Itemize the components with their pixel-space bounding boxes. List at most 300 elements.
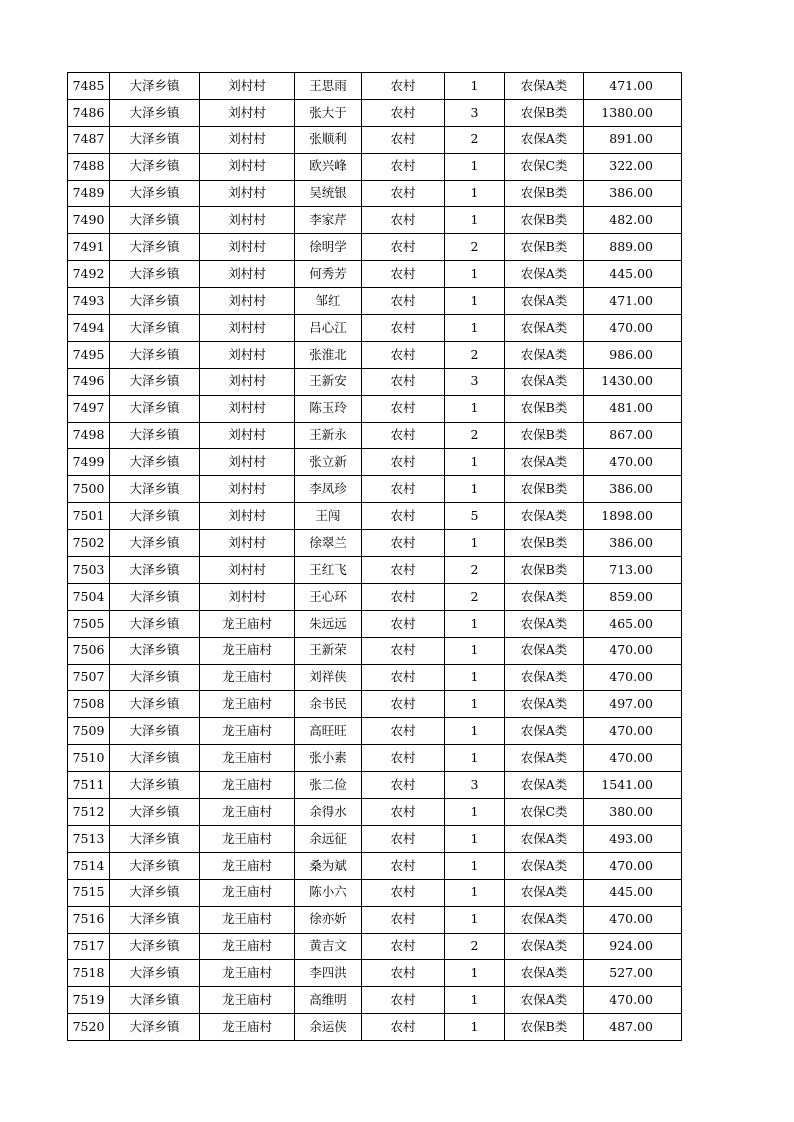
insurance-category-cell: 农保A类 [505, 718, 584, 745]
township-cell: 大泽乡镇 [110, 745, 200, 772]
household-type-cell: 农村 [362, 664, 445, 691]
amount-cell: 1380.00 [584, 99, 682, 126]
row-number-cell: 7485 [68, 73, 110, 100]
member-count-cell: 2 [445, 341, 505, 368]
amount-cell: 1898.00 [584, 503, 682, 530]
member-count-cell: 1 [445, 288, 505, 315]
row-number-cell: 7495 [68, 341, 110, 368]
table-row [68, 637, 682, 664]
member-count-cell: 2 [445, 234, 505, 261]
household-type-cell: 农村 [362, 368, 445, 395]
household-type-cell: 农村 [362, 1014, 445, 1041]
village-cell: 刘村村 [200, 126, 295, 153]
township-cell: 大泽乡镇 [110, 180, 200, 207]
name-cell: 高维明 [295, 987, 362, 1014]
household-type-cell: 农村 [362, 799, 445, 826]
row-number-cell: 7487 [68, 126, 110, 153]
insurance-category-cell: 农保A类 [505, 503, 584, 530]
member-count-cell: 1 [445, 987, 505, 1014]
township-cell: 大泽乡镇 [110, 395, 200, 422]
township-cell: 大泽乡镇 [110, 99, 200, 126]
township-cell: 大泽乡镇 [110, 987, 200, 1014]
household-type-cell: 农村 [362, 449, 445, 476]
household-type-cell: 农村 [362, 503, 445, 530]
amount-cell: 986.00 [584, 341, 682, 368]
member-count-cell: 1 [445, 207, 505, 234]
township-cell: 大泽乡镇 [110, 557, 200, 584]
household-type-cell: 农村 [362, 691, 445, 718]
village-cell: 刘村村 [200, 99, 295, 126]
table-row [68, 180, 682, 207]
village-cell: 龙王庙村 [200, 960, 295, 987]
member-count-cell: 1 [445, 718, 505, 745]
table-row [68, 879, 682, 906]
insurance-category-cell: 农保A类 [505, 825, 584, 852]
name-cell: 陈玉玲 [295, 395, 362, 422]
amount-cell: 1430.00 [584, 368, 682, 395]
name-cell: 何秀芳 [295, 261, 362, 288]
row-number-cell: 7507 [68, 664, 110, 691]
household-type-cell: 农村 [362, 610, 445, 637]
name-cell: 张立新 [295, 449, 362, 476]
member-count-cell: 1 [445, 449, 505, 476]
amount-cell: 470.00 [584, 906, 682, 933]
table-row [68, 207, 682, 234]
village-cell: 刘村村 [200, 530, 295, 557]
household-type-cell: 农村 [362, 99, 445, 126]
table-row [68, 73, 682, 100]
township-cell: 大泽乡镇 [110, 126, 200, 153]
amount-cell: 482.00 [584, 207, 682, 234]
insurance-category-cell: 农保A类 [505, 261, 584, 288]
township-cell: 大泽乡镇 [110, 583, 200, 610]
table-row [68, 395, 682, 422]
insurance-category-cell: 农保B类 [505, 422, 584, 449]
amount-cell: 493.00 [584, 825, 682, 852]
row-number-cell: 7493 [68, 288, 110, 315]
row-number-cell: 7497 [68, 395, 110, 422]
village-cell: 龙王庙村 [200, 745, 295, 772]
household-type-cell: 农村 [362, 825, 445, 852]
amount-cell: 470.00 [584, 718, 682, 745]
amount-cell: 386.00 [584, 476, 682, 503]
household-type-cell: 农村 [362, 180, 445, 207]
township-cell: 大泽乡镇 [110, 207, 200, 234]
name-cell: 王新安 [295, 368, 362, 395]
insurance-category-cell: 农保A类 [505, 583, 584, 610]
member-count-cell: 1 [445, 153, 505, 180]
insurance-category-cell: 农保A类 [505, 126, 584, 153]
township-cell: 大泽乡镇 [110, 610, 200, 637]
member-count-cell: 1 [445, 637, 505, 664]
member-count-cell: 1 [445, 1014, 505, 1041]
member-count-cell: 1 [445, 691, 505, 718]
member-count-cell: 1 [445, 825, 505, 852]
member-count-cell: 1 [445, 745, 505, 772]
row-number-cell: 7515 [68, 879, 110, 906]
row-number-cell: 7506 [68, 637, 110, 664]
amount-cell: 380.00 [584, 799, 682, 826]
table-row [68, 449, 682, 476]
name-cell: 徐亦妡 [295, 906, 362, 933]
township-cell: 大泽乡镇 [110, 503, 200, 530]
village-cell: 刘村村 [200, 341, 295, 368]
village-cell: 龙王庙村 [200, 906, 295, 933]
village-cell: 刘村村 [200, 503, 295, 530]
member-count-cell: 1 [445, 664, 505, 691]
insurance-category-cell: 农保A类 [505, 745, 584, 772]
member-count-cell: 2 [445, 557, 505, 584]
township-cell: 大泽乡镇 [110, 234, 200, 261]
insurance-category-cell: 农保B类 [505, 207, 584, 234]
insurance-category-cell: 农保A类 [505, 852, 584, 879]
insurance-category-cell: 农保A类 [505, 368, 584, 395]
name-cell: 李凤珍 [295, 476, 362, 503]
amount-cell: 465.00 [584, 610, 682, 637]
insurance-category-cell: 农保A类 [505, 691, 584, 718]
data-table [67, 72, 682, 1041]
township-cell: 大泽乡镇 [110, 261, 200, 288]
village-cell: 刘村村 [200, 395, 295, 422]
insurance-category-cell: 农保B类 [505, 395, 584, 422]
village-cell: 刘村村 [200, 288, 295, 315]
row-number-cell: 7509 [68, 718, 110, 745]
village-cell: 龙王庙村 [200, 879, 295, 906]
insurance-category-cell: 农保A类 [505, 960, 584, 987]
name-cell: 徐翠兰 [295, 530, 362, 557]
member-count-cell: 1 [445, 852, 505, 879]
household-type-cell: 农村 [362, 583, 445, 610]
household-type-cell: 农村 [362, 879, 445, 906]
amount-cell: 891.00 [584, 126, 682, 153]
name-cell: 张小素 [295, 745, 362, 772]
insurance-category-cell: 农保C类 [505, 153, 584, 180]
table-row [68, 341, 682, 368]
table-row [68, 664, 682, 691]
household-type-cell: 农村 [362, 772, 445, 799]
table-row [68, 1014, 682, 1041]
village-cell: 刘村村 [200, 422, 295, 449]
household-type-cell: 农村 [362, 852, 445, 879]
table-row [68, 153, 682, 180]
table-row [68, 126, 682, 153]
village-cell: 龙王庙村 [200, 933, 295, 960]
household-type-cell: 农村 [362, 745, 445, 772]
name-cell: 欧兴峰 [295, 153, 362, 180]
household-type-cell: 农村 [362, 73, 445, 100]
name-cell: 邹红 [295, 288, 362, 315]
row-number-cell: 7513 [68, 825, 110, 852]
row-number-cell: 7499 [68, 449, 110, 476]
insurance-category-cell: 农保B类 [505, 180, 584, 207]
village-cell: 刘村村 [200, 449, 295, 476]
household-type-cell: 农村 [362, 234, 445, 261]
village-cell: 刘村村 [200, 207, 295, 234]
table-row [68, 987, 682, 1014]
insurance-category-cell: 农保A类 [505, 449, 584, 476]
insurance-category-cell: 农保A类 [505, 879, 584, 906]
amount-cell: 470.00 [584, 315, 682, 342]
row-number-cell: 7489 [68, 180, 110, 207]
row-number-cell: 7498 [68, 422, 110, 449]
township-cell: 大泽乡镇 [110, 449, 200, 476]
household-type-cell: 农村 [362, 960, 445, 987]
village-cell: 龙王庙村 [200, 1014, 295, 1041]
table-row [68, 234, 682, 261]
member-count-cell: 5 [445, 503, 505, 530]
member-count-cell: 3 [445, 99, 505, 126]
township-cell: 大泽乡镇 [110, 933, 200, 960]
amount-cell: 445.00 [584, 879, 682, 906]
village-cell: 龙王庙村 [200, 664, 295, 691]
township-cell: 大泽乡镇 [110, 476, 200, 503]
name-cell: 王心环 [295, 583, 362, 610]
row-number-cell: 7519 [68, 987, 110, 1014]
member-count-cell: 3 [445, 368, 505, 395]
insurance-category-cell: 农保A类 [505, 772, 584, 799]
row-number-cell: 7488 [68, 153, 110, 180]
township-cell: 大泽乡镇 [110, 879, 200, 906]
household-type-cell: 农村 [362, 422, 445, 449]
table-row [68, 476, 682, 503]
table-row [68, 960, 682, 987]
table-row [68, 691, 682, 718]
insurance-category-cell: 农保A类 [505, 987, 584, 1014]
row-number-cell: 7514 [68, 852, 110, 879]
township-cell: 大泽乡镇 [110, 799, 200, 826]
table-row [68, 583, 682, 610]
amount-cell: 481.00 [584, 395, 682, 422]
village-cell: 龙王庙村 [200, 637, 295, 664]
name-cell: 王红飞 [295, 557, 362, 584]
household-type-cell: 农村 [362, 933, 445, 960]
insurance-category-cell: 农保A类 [505, 341, 584, 368]
amount-cell: 1541.00 [584, 772, 682, 799]
member-count-cell: 2 [445, 933, 505, 960]
household-type-cell: 农村 [362, 207, 445, 234]
row-number-cell: 7517 [68, 933, 110, 960]
township-cell: 大泽乡镇 [110, 315, 200, 342]
row-number-cell: 7500 [68, 476, 110, 503]
name-cell: 余书民 [295, 691, 362, 718]
township-cell: 大泽乡镇 [110, 153, 200, 180]
township-cell: 大泽乡镇 [110, 852, 200, 879]
member-count-cell: 1 [445, 610, 505, 637]
village-cell: 龙王庙村 [200, 772, 295, 799]
table-row [68, 530, 682, 557]
village-cell: 刘村村 [200, 557, 295, 584]
village-cell: 龙王庙村 [200, 799, 295, 826]
amount-cell: 889.00 [584, 234, 682, 261]
amount-cell: 527.00 [584, 960, 682, 987]
amount-cell: 470.00 [584, 852, 682, 879]
household-type-cell: 农村 [362, 476, 445, 503]
insurance-category-cell: 农保A类 [505, 933, 584, 960]
table-row [68, 825, 682, 852]
table-row [68, 933, 682, 960]
household-type-cell: 农村 [362, 341, 445, 368]
township-cell: 大泽乡镇 [110, 288, 200, 315]
insurance-category-cell: 农保B类 [505, 557, 584, 584]
township-cell: 大泽乡镇 [110, 1014, 200, 1041]
row-number-cell: 7511 [68, 772, 110, 799]
household-type-cell: 农村 [362, 557, 445, 584]
village-cell: 刘村村 [200, 583, 295, 610]
household-type-cell: 农村 [362, 395, 445, 422]
table-row [68, 772, 682, 799]
amount-cell: 470.00 [584, 987, 682, 1014]
insurance-category-cell: 农保A类 [505, 637, 584, 664]
amount-cell: 470.00 [584, 449, 682, 476]
insurance-category-cell: 农保B类 [505, 99, 584, 126]
row-number-cell: 7491 [68, 234, 110, 261]
insurance-category-cell: 农保A类 [505, 610, 584, 637]
name-cell: 高旺旺 [295, 718, 362, 745]
row-number-cell: 7508 [68, 691, 110, 718]
member-count-cell: 1 [445, 960, 505, 987]
amount-cell: 470.00 [584, 637, 682, 664]
member-count-cell: 1 [445, 261, 505, 288]
amount-cell: 497.00 [584, 691, 682, 718]
township-cell: 大泽乡镇 [110, 718, 200, 745]
insurance-category-cell: 农保A类 [505, 73, 584, 100]
amount-cell: 859.00 [584, 583, 682, 610]
insurance-category-cell: 农保B类 [505, 476, 584, 503]
village-cell: 龙王庙村 [200, 718, 295, 745]
row-number-cell: 7490 [68, 207, 110, 234]
table-row [68, 422, 682, 449]
township-cell: 大泽乡镇 [110, 368, 200, 395]
village-cell: 刘村村 [200, 368, 295, 395]
table-row [68, 368, 682, 395]
row-number-cell: 7486 [68, 99, 110, 126]
row-number-cell: 7504 [68, 583, 110, 610]
row-number-cell: 7494 [68, 315, 110, 342]
amount-cell: 322.00 [584, 153, 682, 180]
household-type-cell: 农村 [362, 153, 445, 180]
township-cell: 大泽乡镇 [110, 906, 200, 933]
name-cell: 余运侠 [295, 1014, 362, 1041]
insurance-category-cell: 农保A类 [505, 315, 584, 342]
member-count-cell: 1 [445, 799, 505, 826]
name-cell: 王思雨 [295, 73, 362, 100]
village-cell: 龙王庙村 [200, 610, 295, 637]
amount-cell: 713.00 [584, 557, 682, 584]
village-cell: 刘村村 [200, 476, 295, 503]
amount-cell: 487.00 [584, 1014, 682, 1041]
household-type-cell: 农村 [362, 530, 445, 557]
village-cell: 龙王庙村 [200, 987, 295, 1014]
village-cell: 龙王庙村 [200, 825, 295, 852]
household-type-cell: 农村 [362, 261, 445, 288]
name-cell: 王新永 [295, 422, 362, 449]
table-row [68, 610, 682, 637]
name-cell: 黄吉文 [295, 933, 362, 960]
table-row [68, 261, 682, 288]
table-row [68, 799, 682, 826]
township-cell: 大泽乡镇 [110, 960, 200, 987]
name-cell: 王新荣 [295, 637, 362, 664]
name-cell: 李四洪 [295, 960, 362, 987]
insurance-category-cell: 农保B类 [505, 530, 584, 557]
village-cell: 刘村村 [200, 234, 295, 261]
village-cell: 刘村村 [200, 73, 295, 100]
name-cell: 徐明学 [295, 234, 362, 261]
township-cell: 大泽乡镇 [110, 530, 200, 557]
member-count-cell: 1 [445, 180, 505, 207]
row-number-cell: 7518 [68, 960, 110, 987]
row-number-cell: 7496 [68, 368, 110, 395]
township-cell: 大泽乡镇 [110, 664, 200, 691]
insurance-category-cell: 农保B类 [505, 1014, 584, 1041]
township-cell: 大泽乡镇 [110, 637, 200, 664]
township-cell: 大泽乡镇 [110, 772, 200, 799]
name-cell: 余得水 [295, 799, 362, 826]
township-cell: 大泽乡镇 [110, 825, 200, 852]
household-type-cell: 农村 [362, 987, 445, 1014]
household-type-cell: 农村 [362, 637, 445, 664]
member-count-cell: 3 [445, 772, 505, 799]
member-count-cell: 2 [445, 583, 505, 610]
table-row [68, 906, 682, 933]
household-type-cell: 农村 [362, 906, 445, 933]
amount-cell: 470.00 [584, 664, 682, 691]
member-count-cell: 2 [445, 422, 505, 449]
insurance-category-cell: 农保C类 [505, 799, 584, 826]
member-count-cell: 2 [445, 126, 505, 153]
name-cell: 张淮北 [295, 341, 362, 368]
member-count-cell: 1 [445, 395, 505, 422]
township-cell: 大泽乡镇 [110, 73, 200, 100]
name-cell: 桑为斌 [295, 852, 362, 879]
row-number-cell: 7505 [68, 610, 110, 637]
row-number-cell: 7510 [68, 745, 110, 772]
table-row [68, 99, 682, 126]
village-cell: 龙王庙村 [200, 691, 295, 718]
amount-cell: 924.00 [584, 933, 682, 960]
name-cell: 张二俭 [295, 772, 362, 799]
name-cell: 张大于 [295, 99, 362, 126]
amount-cell: 471.00 [584, 288, 682, 315]
insurance-category-cell: 农保B类 [505, 234, 584, 261]
insurance-category-cell: 农保A类 [505, 664, 584, 691]
amount-cell: 470.00 [584, 745, 682, 772]
amount-cell: 445.00 [584, 261, 682, 288]
amount-cell: 386.00 [584, 530, 682, 557]
household-type-cell: 农村 [362, 718, 445, 745]
row-number-cell: 7492 [68, 261, 110, 288]
member-count-cell: 1 [445, 73, 505, 100]
village-cell: 刘村村 [200, 315, 295, 342]
table-row [68, 557, 682, 584]
table-row [68, 718, 682, 745]
row-number-cell: 7520 [68, 1014, 110, 1041]
name-cell: 王闯 [295, 503, 362, 530]
village-cell: 龙王庙村 [200, 852, 295, 879]
member-count-cell: 1 [445, 879, 505, 906]
township-cell: 大泽乡镇 [110, 691, 200, 718]
insurance-category-cell: 农保A类 [505, 906, 584, 933]
row-number-cell: 7502 [68, 530, 110, 557]
row-number-cell: 7516 [68, 906, 110, 933]
amount-cell: 386.00 [584, 180, 682, 207]
name-cell: 余远征 [295, 825, 362, 852]
name-cell: 吴统银 [295, 180, 362, 207]
table-row [68, 315, 682, 342]
table-row [68, 852, 682, 879]
insurance-category-cell: 农保A类 [505, 288, 584, 315]
household-type-cell: 农村 [362, 126, 445, 153]
